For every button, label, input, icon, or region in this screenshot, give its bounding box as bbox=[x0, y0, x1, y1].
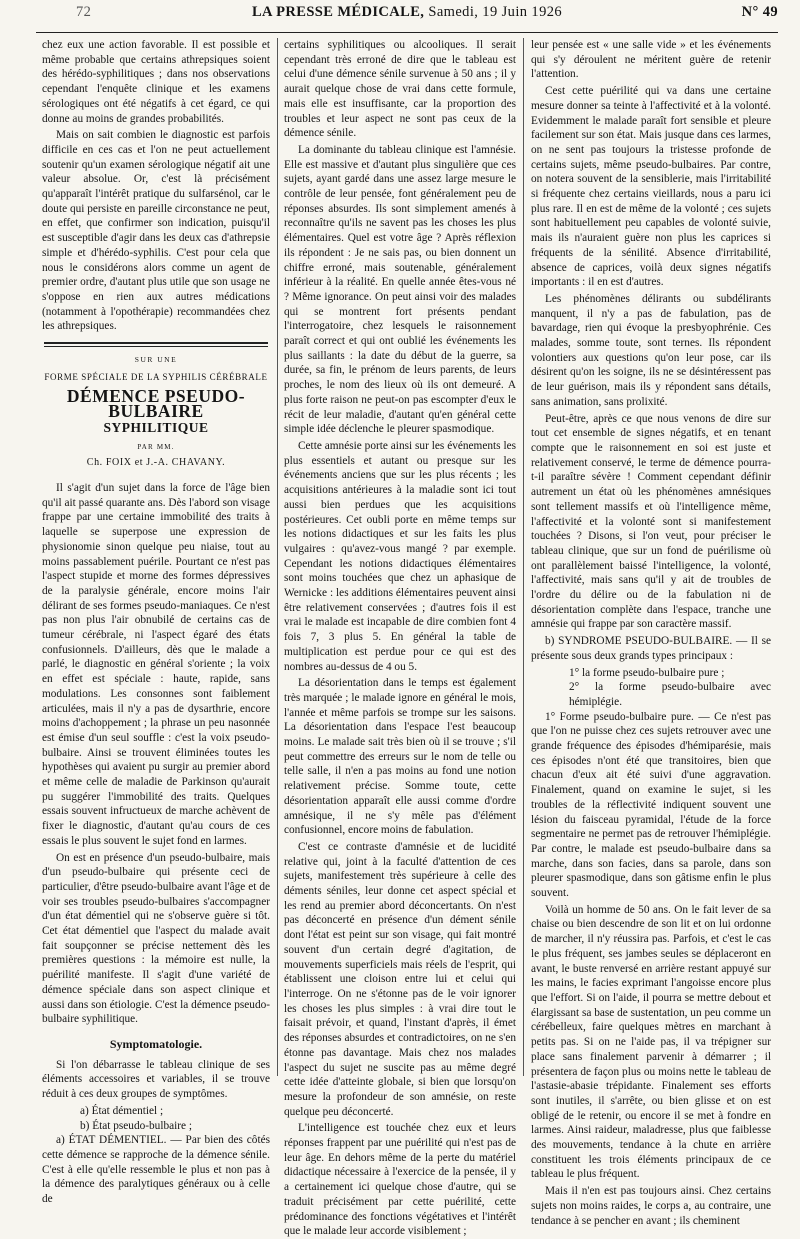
column-2 bbox=[284, 38, 516, 1238]
paragraph: Cest cette puérilité qui va dans une certaine mesure donner sa teinte à l'affectivité et à la volonté. Evidemment le malade paraît fort sensible et pleure facilement sur son état. Mais jusque dans ces larmes, on ne sent pas toujours la tristesse profonde de certains sujets, même pseudo-bulbaires. Par contre, on notera souvent de la sensiblerie, mais l'irritabilité si fréquente chez certains vieillards, nous a paru ici plus rare. Il en est de même de la volonté ; ces sujets sont habituellement peu capables de volonté suivie, mais ils n'auraient guère non plus les caprices si fréquents de la sénilité. Absence d'irritabilité, absence de caprices, voilà deux signes négatifs importants : il en est d'autres. bbox=[531, 85, 771, 289]
section-heading: Symptomatologie. bbox=[109, 1037, 203, 1051]
paragraph: On est en présence d'un pseudo-bulbaire, mais d'un pseudo-bulbaire qui présente ceci de particulier, d'être pseudo-bulbaire avant l'âge et de voir ses troubles pseudo-bulbaires s'accompagner d'un état démentiel qui ne s'observe guère si tôt. Cet état démentiel que l'aspect du malade avait fait soupçonner se précise nettement dès les premières questions : la mémoire est nulle, la puérilité manifeste. Il s'agit d'une variété de démence spéciale dans son aspect clinique et aussi dans son étiologie. C'est la démence pseudo-bulbaire syphilitique. bbox=[42, 851, 270, 1026]
paragraph: L'intelligence est touchée chez eux et leurs réponses frappent par une puérilité qui n'est pas de leur âge. En dehors même de la perte du matériel didactique nécessaire à l'exercice de la pensée, il y a certainement ici quelque chose d'autre, qui se traduit précisément par cette puérilité, cette prédominance des fonctions végétatives et l'intérêt que le malade leur accorde visiblement ; bbox=[284, 1122, 516, 1238]
article-separator bbox=[44, 342, 268, 347]
article-byline-prefix: PAR MM. bbox=[137, 442, 175, 451]
paragraph: C'est ce contraste d'amnésie et de lucidité relative qui, joint à la faculté d'attention de ces sujets, manifestement très supérieure à celle des déments séniles, leur donne cet aspect spécial et les rend au premier abord déconcertants. On n'est pas déconcerté en présence d'un dément sénile dont l'état est peint sur son visage, qui fait montré souvent d'un certain degré d'agitation, de mouvements superficiels mais réels de l'esprit, qui établissent une cloison entre lui et celui qui l'interroge. On ne s'étonne pas de le voir ignorer les choses les plus simples : à vrai dire tout le faisait prévoir, et quand, l'instant d'après, il émet des réponses absurdes et contradictoires, on ne s'en étonne pas davantage. Mais chez nos malades l'aspect du sujet ne suscite pas au même degré cette idée d'atteinte globale, si bien que lorsqu'on mesure la profondeur de son amnésie, on reste quelque peu déconcerté. bbox=[284, 840, 516, 1118]
paragraph: certains syphilitiques ou alcooliques. Il serait cependant très erroné de dire que le tableau est celui d'une démence sénile survenue à 50 ans ; il y aurait quelque chose de vrai dans cette formule, mais elle est insuffisante, car la proportion des troubles et leur aspect ne sont pas ceux de la démence sénile. bbox=[284, 39, 516, 140]
issue-number: N° 49 bbox=[741, 4, 778, 20]
column-3 bbox=[531, 38, 771, 1227]
article-kicker: SUR UNE bbox=[134, 355, 178, 365]
column-1 bbox=[42, 38, 270, 1206]
list-item: b) État pseudo-bulbaire ; bbox=[80, 1119, 192, 1132]
paragraph: La dominante du tableau clinique est l'amnésie. Elle est massive et d'autant plus singulière que ces sujets, ayant gardé dans une assez large mesure le contrôle de leur pensée, font généralement peu de réponses absurdes. Ils sont simplement amenés à reconnaître qu'ils ne savent pas les choses les plus élémentaires. Quel est votre âge ? Après réflexion ils répondent : Je ne sais pas, ou bien donnent un chiffre erroné, mais soutenable, généralement inférieur à la réalité. En quelle année êtes-vous né ? Même ignorance. On peut ainsi voir des malades qui se montrent fort présents pendant l'interrogatoire, chez lesquels le raisonnement paraît correct et qui ont oublié les événements les plus saillants : la date du début de la guerre, sa durée, sa fin, le prénom de leurs parents, de leurs proches, le nom des lieux où ils ont demeuré. A plus forte raison ne peut-on pas escompter d'eux le récit de leur maladie, d'autant qu'en général cette simple idée déclenche le pleurer spasmodique. bbox=[284, 143, 516, 436]
paragraph: Si l'on débarrasse le tableau clinique de ses éléments accessoires et variables, il se trouve réduit à ces deux groupes de symptômes. bbox=[42, 1058, 270, 1101]
journal-name: LA PRESSE MÉDICALE, bbox=[251, 4, 425, 20]
paragraph: Il s'agit d'un sujet dans la force de l'âge bien qu'il ait passé quarante ans. Dès l'abord son visage frappe par une certaine immobilité des traits à laquelle se superpose une expression de physionomie sinon quelque peu niaise, tout au moins passablement puérile. Pourtant ce n'est pas l'aspect stupide et morne des formes dépressives de la paralysie générale, encore moins l'air délirant de ses formes pseudo-maniaques. Ce n'est pas non plus l'air obnubilé de certains cas de tumeur cérébrale, ni l'aspect égaré des états confusionnels. D'ailleurs, dès que le malade a parlé, le diagnostic en général s'oriente ; la voix en effet est spéciale : haute, rapide, sans modulations. Les consonnes sont faiblement articulées, mais il n'y a pas de dysarthrie, encore moins d'achoppement ; la phrase un peu nasonnée est émise d'un seul souffle : c'est la voix pseudo-bulbaire. Ainsi se trouvent éliminées toutes les hypothèses qui avaient pu surgir au premier abord et même celle de maladie de Parkinson qu'aurait pu suggérer l'immobilité des traits. Quelques essais souvent infructueux de marche achèvent de fixer le diagnostic, d'autant qu'au cours de ces essais le plus souvent le sujet fond en larmes. bbox=[42, 481, 270, 847]
article-title-line2: SYPHILITIQUE bbox=[103, 419, 209, 435]
paragraph: Cette amnésie porte ainsi sur les événements les plus essentiels et autant ou presque sur les événements anciens que sur les plus récents ; les acquisitions antérieures à la maladie sont ici tout aussi bien perdues que les acquisitions postérieures. Cet oubli porte en même temps sur les notions didactiques et sur les faits les plus vulgaires : qu'avez-vous mangé ? par exemple. Cependant les notions didactiques élémentaires sont moins touchées que chez un aphasique de Wernicke : les additions élémentaires peuvent ainsi être relativement conservées ; d'autres fois il est vrai le malade est incapable de dire combien font 4 fois 7, 3 plus 5. En général la table de multiplication est perdue pour ce qui est des nombres au-dessus de 4 ou 5. bbox=[284, 439, 516, 673]
paragraph: Les phénomènes délirants ou subdélirants manquent, il n'y a pas de fabulation, pas de bavardage, rien qui évoque la presbyophrénie. Ces malades, somme toute, sont ternes. Ils répondent volontiers aux questions qu'on leur pose, car ils désirent qu'on les soigne, ils ne se désintéressent pas de leur guérison, mais ils y répondent sans détails, sans animation, sans prolixité. bbox=[531, 292, 771, 408]
paragraph: chez eux une action favorable. Il est possible et même probable que certains athrepsiques soient des hérédo-syphilitiques ; dans nos observations cependant l'enquête clinique et les examens sérologiques ont été négatifs à cet égard, ce qui donne au moins de grandes probabilités. bbox=[42, 39, 270, 125]
article-subtitle: FORME SPÉCIALE DE LA SYPHILIS CÉRÉBRALE bbox=[44, 371, 268, 382]
article-title: DÉMENCE PSEUDO-BULBAIRE bbox=[66, 386, 246, 422]
journal-title bbox=[36, 4, 778, 21]
paragraph: Mais on sait combien le diagnostic est parfois difficile en ces cas et l'on ne peut actuellement soutenir qu'un examen sérologique négatif ait une valeur absolue. Or, c'est là précisément qu'apparaît l'intérêt pratique du sulfarsénol, car le doute qui persiste en pareille circonstance ne peut, en effet, que confirmer son indication, puisqu'il est susceptible d'agir dans les deux cas d'athrepsie simple et d'hérédo-syphilis. C'est pour cela que nous le considérons alors comme un agent de premier ordre, d'autant plus utile que son usage ne s'oppose en rien aux autres médications (notamment à l'opothérapie) recommandées chez les athrepsiques. bbox=[42, 129, 270, 333]
page-header bbox=[36, 2, 778, 33]
article-authors: Ch. FOIX et J.-A. CHAVANY. bbox=[86, 457, 226, 469]
paragraph: Peut-être, après ce que nous venons de dire sur tout cet ensemble de signes négatifs, et en tenant compte que le raisonnement en soi est juste et relativement conservé, le terme de démence pourra-t-il paraître sévère ! Comment cependant définir autrement un état où les phénomènes amnésiques sont tellement massifs et où l'intelligence même, l'affectivité et la volonté sont si manifestement touchées ? Disons, si l'on veut, pour préciser le tableau clinique, que sur un fond de puérilisme où ont parallèlement baissé l'intelligence, la volonté, l'affectivité, mais sans qu'il y ait de troubles de l'ordre du délire ou de la fabulation ni de désorientation complète dans l'espace, tranche une amnésie qui frappe par son caractère massif. bbox=[531, 412, 771, 631]
paragraph: b) SYNDROME PSEUDO-BULBAIRE. — Il se présente sous deux grands types principaux : bbox=[531, 635, 771, 662]
page-number: 72 bbox=[76, 4, 92, 20]
paragraph: La désorientation dans le temps est également très marquée ; le malade ignore en général le mois, l'année et même parfois se trompe sur les saisons. La désorientation dans l'espace l'est beaucoup moins. Le malade sait très bien où il se trouve ; s'il peut commettre des erreurs sur le nom de telle ou telle salle, il n'en a pas moins au fond une notion relativement précise. Somme toute, cette désorientation apparaît elle aussi comme d'ordre amnésique, il ne s'y mêle pas d'élément confusionnel, encore moins de fabulation. bbox=[284, 677, 516, 837]
list-item: 1° la forme pseudo-bulbaire pure ; bbox=[569, 666, 725, 679]
list-item: a) État démentiel ; bbox=[80, 1104, 164, 1117]
paragraph: leur pensée est « une salle vide » et les événements qui s'y déroulent ne méritent guère de retenir l'attention. bbox=[531, 39, 771, 81]
column-rule bbox=[277, 38, 278, 1076]
paragraph: a) ÉTAT DÉMENTIEL. — Par bien des côtés cette démence se rapproche de la démence sénile. C'est à elle qu'elle ressemble le plus et non pas à la démence des paralytiques généraux ou à celle de bbox=[42, 1134, 270, 1206]
column-rule bbox=[523, 38, 524, 1076]
paragraph: Voilà un homme de 50 ans. On le fait lever de sa chaise ou bien descendre de son lit et on lui ordonne de marcher, il n'y réussira pas. Parfois, et c'est le cas le plus fréquent, ses jambes seules se déplaceront en avant, le buste renversé en arrière restant appuyé sur les mains, le facies exprimant l'angoisse encore plus que l'effort. Si on l'aide, il pourra se mettre debout et élargissant sa base de sustentation, un peu comme un cérébelleux, faire quelques mètres en marchant à petits pas. Si on ne l'aide pas, il va trépigner sur place sans finalement parvenir à démarrer ; il présentera de façon plus ou moins nette le tableau de l'astasie-abasie trépidante. Finalement ses efforts sont inutiles, il s'arrête, ou bien glisse et on est obligé de le retenir, ou encore il se met à fondre en larmes. Ainsi raideur, maladresse, plus que faiblesse des mouvements, tendance à la chute en arrière constituent les trois éléments principaux de ce tableau le plus fréquent. bbox=[531, 903, 771, 1181]
paragraph: Mais il n'en est pas toujours ainsi. Chez certains sujets non moins raides, le corps a, au contraire, une tendance à se pencher en avant ; ils cheminent bbox=[531, 1185, 771, 1227]
list-item: 2° la forme pseudo-bulbaire avec hémiplégie. bbox=[569, 681, 771, 708]
issue-date: Samedi, 19 Juin 1926 bbox=[428, 4, 563, 20]
paragraph: 1° Forme pseudo-bulbaire pure. — Ce n'est pas que l'on ne puisse chez ces sujets retrouver avec une grande fréquence des épisodes d'hémiparésie, mais ces épisodes n'ont été que transitoires, bien que chacun d'eux ait été suivi d'une aggravation. Finalement, quand on examine le sujet, si les troubles de la réflectivité indiquent souvent une lésion du faisceau pyramidal, l'étude de la force segmentaire ne permet pas de retrouver l'hémiplégie. Par contre, le malade est pseudo-bulbaire dans sa marche, dans son facies, dans sa parole, dans son pleurer spasmodique, dans son gâtisme enfin le plus souvent. bbox=[531, 710, 771, 900]
